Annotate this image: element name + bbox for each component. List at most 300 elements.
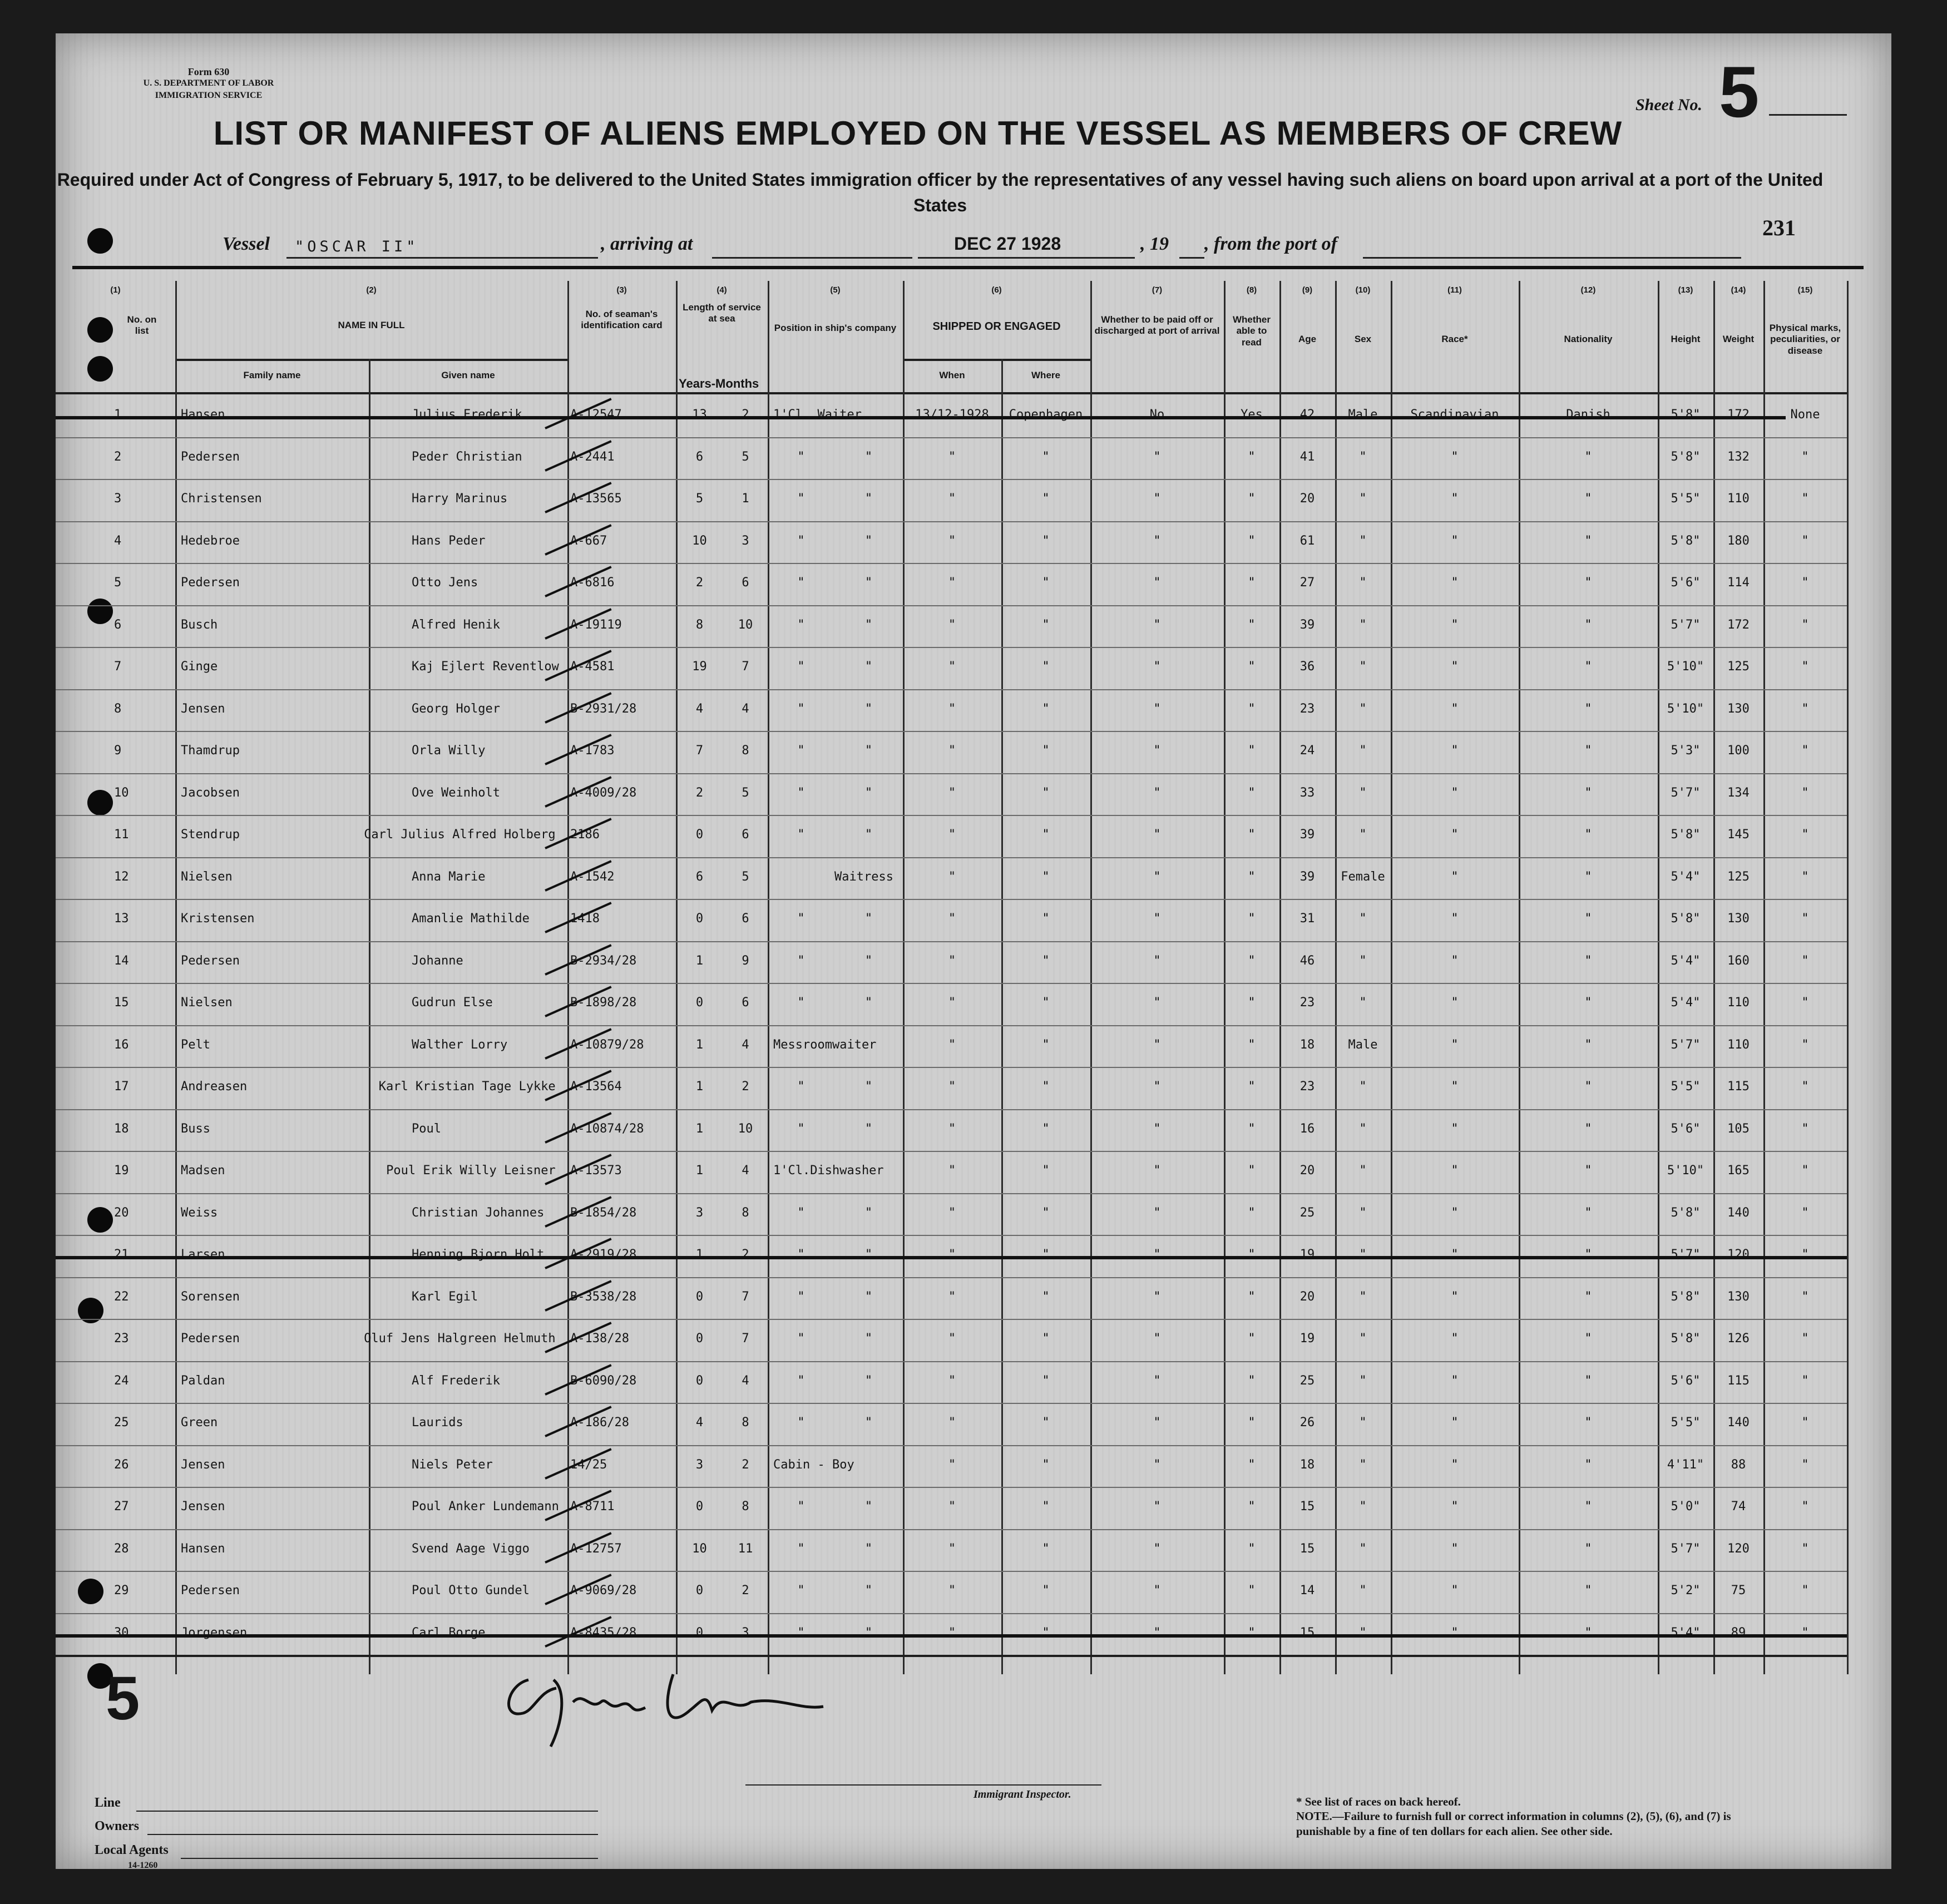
inspector-label: Immigrant Inspector. (974, 1788, 1071, 1801)
arriving-line (712, 257, 912, 259)
service-years: 8 (695, 617, 704, 632)
column-number: (3) (616, 285, 627, 295)
given-name: Henning Bjorn Holt (412, 1248, 545, 1262)
family-name: Buss (181, 1121, 210, 1136)
weight: 140 (1727, 1416, 1750, 1430)
service-years: 0 (695, 1500, 704, 1514)
age: 15 (1299, 1541, 1315, 1556)
column-number: (8) (1246, 285, 1257, 295)
column-rule (1847, 281, 1849, 1674)
marks: None (1790, 408, 1820, 422)
service-years: 4 (695, 701, 704, 716)
where: " (1042, 1584, 1050, 1598)
given-name: Kaj Ejlert Reventlow (412, 660, 559, 674)
when: " (948, 492, 956, 506)
id-card-number: A-13564 (570, 1080, 622, 1094)
age: 46 (1299, 953, 1315, 968)
given-name: Poul Erik Willy Leisner (386, 1164, 556, 1178)
when: " (948, 744, 956, 758)
column-number: (1) (110, 285, 121, 295)
where: " (1042, 1080, 1050, 1094)
position-ditto: " (797, 912, 805, 926)
position-ditto: " (864, 785, 873, 800)
position-ditto: " (797, 617, 805, 632)
position: Messroomwaiter (773, 1037, 877, 1052)
age: 42 (1299, 408, 1315, 422)
position-ditto: " (797, 1625, 805, 1640)
where: " (1042, 785, 1050, 800)
service-years: 10 (692, 1541, 707, 1556)
row-rule (56, 983, 1847, 984)
row-rule (56, 941, 1847, 942)
header-marks: Physical marks, peculiarities, or disease (1769, 323, 1841, 356)
position-ditto: " (864, 533, 873, 548)
age: 31 (1299, 912, 1315, 926)
service-months: 8 (742, 1416, 749, 1430)
able-to-read: " (1248, 996, 1256, 1010)
row-rule (56, 1613, 1847, 1614)
when: " (948, 1164, 956, 1178)
row-number: 11 (114, 828, 129, 842)
from-port-label: , from the port of (1204, 234, 1337, 254)
weight: 132 (1727, 449, 1750, 464)
position-ditto: " (797, 785, 805, 800)
crew-table (56, 281, 1847, 1674)
position-ditto: " (864, 953, 873, 968)
nationality: " (1584, 449, 1592, 464)
weight: 120 (1727, 1248, 1750, 1262)
service-years: 2 (695, 785, 704, 800)
service-years: 3 (695, 1457, 704, 1472)
able-to-read: " (1248, 1332, 1256, 1346)
position-ditto: " (797, 449, 805, 464)
sex: " (1359, 449, 1367, 464)
age: 36 (1299, 660, 1315, 674)
owners-label: Owners (95, 1819, 139, 1833)
service-years: 1 (695, 1037, 704, 1052)
paid-off: " (1153, 1416, 1161, 1430)
age: 15 (1299, 1500, 1315, 1514)
able-to-read: " (1248, 953, 1256, 968)
service-years: 0 (695, 1289, 704, 1304)
marks: " (1801, 1416, 1809, 1430)
column-number: (10) (1355, 285, 1371, 295)
service-years: 1 (695, 953, 704, 968)
service-years: 0 (695, 1332, 704, 1346)
age: 20 (1299, 1289, 1315, 1304)
race: " (1451, 617, 1459, 632)
sex: Male (1348, 408, 1378, 422)
when: " (948, 576, 956, 590)
id-card-number: A-6816 (570, 576, 615, 590)
service-years: 0 (695, 828, 704, 842)
service-months: 10 (738, 617, 753, 632)
paid-off: " (1153, 1457, 1161, 1472)
service-months: 1 (742, 492, 749, 506)
column-number: (5) (830, 285, 841, 295)
height: 5'4" (1671, 869, 1701, 884)
marks: " (1801, 1121, 1809, 1136)
service-years: 10 (692, 533, 707, 548)
able-to-read: " (1248, 1584, 1256, 1598)
race: " (1451, 701, 1459, 716)
id-card-number: A-19119 (570, 617, 622, 632)
race: " (1451, 1164, 1459, 1178)
service-months: 7 (742, 660, 749, 674)
sex: " (1359, 492, 1367, 506)
department-label: U. S. DEPARTMENT OF LABOR (143, 78, 274, 88)
weight: 125 (1727, 869, 1750, 884)
race: Scandinavian (1410, 408, 1499, 422)
paid-off: " (1153, 492, 1161, 506)
row-rule (56, 1571, 1847, 1572)
service-months: 6 (742, 996, 749, 1010)
service-months: 6 (742, 912, 749, 926)
row-number: 19 (114, 1164, 129, 1178)
service-months: 7 (742, 1289, 749, 1304)
marks: " (1801, 1457, 1809, 1472)
sex: " (1359, 1332, 1367, 1346)
paid-off: " (1153, 1248, 1161, 1262)
given-name: Johanne (412, 953, 463, 968)
position: 1'Cl.Dishwasher (773, 1164, 884, 1178)
paid-off: " (1153, 1584, 1161, 1598)
marks: " (1801, 785, 1809, 800)
race: " (1451, 1416, 1459, 1430)
id-card-number: A-10879/28 (570, 1037, 644, 1052)
marks: " (1801, 828, 1809, 842)
position-ditto: " (864, 1080, 873, 1094)
sex: " (1359, 1205, 1367, 1220)
family-name: Sorensen (181, 1289, 240, 1304)
sex: " (1359, 1416, 1367, 1430)
given-name: Laurids (412, 1416, 463, 1430)
given-name: Walther Lorry (412, 1037, 508, 1052)
when: " (948, 869, 956, 884)
where: " (1042, 1457, 1050, 1472)
where: " (1042, 660, 1050, 674)
column-number: (2) (366, 285, 377, 295)
when: " (948, 785, 956, 800)
weight: 75 (1731, 1584, 1746, 1598)
where: " (1042, 1121, 1050, 1136)
weight: 126 (1727, 1332, 1750, 1346)
sheet-number-line (1769, 114, 1847, 116)
strike-through-line (56, 416, 1786, 419)
weight: 130 (1727, 1289, 1750, 1304)
family-name: Larsen (181, 1248, 225, 1262)
where: " (1042, 1248, 1050, 1262)
position-ditto: " (797, 1541, 805, 1556)
where: " (1042, 996, 1050, 1010)
service-years: 3 (695, 1205, 704, 1220)
paid-off: " (1153, 1205, 1161, 1220)
sheet-label: Sheet No. (1635, 96, 1702, 114)
service-months: 4 (742, 1373, 749, 1388)
when: " (948, 1248, 956, 1262)
given-name: Poul Otto Gundel (412, 1584, 530, 1598)
when: " (948, 1205, 956, 1220)
where: " (1042, 1373, 1050, 1388)
row-number: 2 (114, 449, 122, 464)
position-ditto: " (797, 660, 805, 674)
race: " (1451, 744, 1459, 758)
nationality: " (1584, 1625, 1592, 1640)
age: 19 (1299, 1332, 1315, 1346)
header-years-months: Years-Months (679, 377, 759, 390)
sex: " (1359, 1500, 1367, 1514)
row-number: 1 (114, 408, 122, 422)
position-ditto: " (864, 1121, 873, 1136)
service-years: 1 (695, 1248, 704, 1262)
able-to-read: " (1248, 533, 1256, 548)
when: " (948, 1541, 956, 1556)
column-rule (1001, 359, 1003, 1674)
row-rule (56, 1151, 1847, 1152)
marks: " (1801, 869, 1809, 884)
age: 25 (1299, 1373, 1315, 1388)
position-ditto: " (797, 1373, 805, 1388)
marks: " (1801, 996, 1809, 1010)
weight: 130 (1727, 912, 1750, 926)
weight: 105 (1727, 1121, 1750, 1136)
race: " (1451, 1373, 1459, 1388)
row-rule (56, 1529, 1847, 1530)
row-rule (56, 689, 1847, 690)
line-field (136, 1811, 598, 1812)
id-card-number: A-12547 (570, 408, 622, 422)
marks: " (1801, 1500, 1809, 1514)
when: " (948, 1416, 956, 1430)
given-name: Alfred Henik (412, 617, 500, 632)
age: 20 (1299, 492, 1315, 506)
family-name: Busch (181, 617, 218, 632)
header-id-card: No. of seaman's identification card (581, 309, 663, 331)
page-number: 231 (1762, 215, 1796, 240)
age: 14 (1299, 1584, 1315, 1598)
service-months: 2 (742, 1457, 749, 1472)
paid-off: " (1153, 1625, 1161, 1640)
able-to-read: " (1248, 744, 1256, 758)
row-number: 7 (114, 660, 122, 674)
weight: 172 (1727, 617, 1750, 632)
able-to-read: " (1248, 1416, 1256, 1430)
nationality: " (1584, 1500, 1592, 1514)
given-name: Alf Frederik (412, 1373, 500, 1388)
form-id: Form 630 (187, 66, 230, 77)
header-able-read: Whether able to read (1233, 314, 1271, 348)
height: 5'5" (1671, 1416, 1701, 1430)
position-ditto: " (864, 1373, 873, 1388)
sheet-number: 5 (1719, 51, 1760, 132)
id-card-number: A-12757 (570, 1541, 622, 1556)
family-name: Pedersen (181, 576, 240, 590)
able-to-read: " (1248, 1037, 1256, 1052)
row-rule (56, 1487, 1847, 1488)
position-ditto: " (864, 1289, 873, 1304)
weight: 160 (1727, 953, 1750, 968)
given-name: Christian Johannes (412, 1205, 545, 1220)
row-number: 29 (114, 1584, 129, 1598)
position: Cabin - Boy (773, 1457, 854, 1472)
age: 15 (1299, 1625, 1315, 1640)
sex: " (1359, 660, 1367, 674)
id-card-number: A-2919/28 (570, 1248, 637, 1262)
family-name: Green (181, 1416, 218, 1430)
row-number: 14 (114, 953, 129, 968)
paid-off: " (1153, 785, 1161, 800)
id-card-number: A-4581 (570, 660, 615, 674)
height: 5'7" (1671, 1541, 1701, 1556)
table-bottom-rule (56, 1655, 1847, 1657)
marks: " (1801, 660, 1809, 674)
race: " (1451, 1500, 1459, 1514)
height: 5'4" (1671, 1625, 1701, 1640)
when: " (948, 1080, 956, 1094)
position-ditto: " (864, 1248, 873, 1262)
able-to-read: " (1248, 576, 1256, 590)
position-ditto: " (797, 1080, 805, 1094)
when: " (948, 828, 956, 842)
paid-off: " (1153, 701, 1161, 716)
nationality: " (1584, 869, 1592, 884)
nationality: " (1584, 1541, 1592, 1556)
given-name: Oluf Jens Halgreen Helmuth (364, 1332, 556, 1346)
sex: " (1359, 576, 1367, 590)
nationality: " (1584, 744, 1592, 758)
sex: Female (1341, 869, 1385, 884)
id-card-number: B-2934/28 (570, 953, 637, 968)
header-shipped: SHIPPED OR ENGAGED (932, 320, 1061, 333)
row-number: 20 (114, 1205, 129, 1220)
column-rule (567, 281, 569, 1674)
position-ditto: " (864, 660, 873, 674)
row-rule (56, 1025, 1847, 1026)
from-port-line (1363, 257, 1741, 259)
position-ditto: " (797, 1121, 805, 1136)
sex: " (1359, 828, 1367, 842)
paid-off: " (1153, 660, 1161, 674)
id-card-number: B-3538/28 (570, 1289, 637, 1304)
race: " (1451, 1080, 1459, 1094)
able-to-read: " (1248, 449, 1256, 464)
service-years: 1 (695, 1121, 704, 1136)
race: " (1451, 1289, 1459, 1304)
sex: " (1359, 1457, 1367, 1472)
marks: " (1801, 1205, 1809, 1220)
service-months: 4 (742, 701, 749, 716)
column-number: (13) (1678, 285, 1693, 295)
given-name: Amanlie Mathilde (412, 912, 530, 926)
able-to-read: " (1248, 785, 1256, 800)
paid-off: " (1153, 1121, 1161, 1136)
service-years: 0 (695, 1625, 704, 1640)
position-ditto: " (797, 492, 805, 506)
nationality: " (1584, 492, 1592, 506)
age: 61 (1299, 533, 1315, 548)
family-name: Pedersen (181, 1584, 240, 1598)
race: " (1451, 660, 1459, 674)
able-to-read: " (1248, 1289, 1256, 1304)
row-rule (56, 1319, 1847, 1320)
row-rule (56, 479, 1847, 480)
sex: " (1359, 1080, 1367, 1094)
marks: " (1801, 492, 1809, 506)
row-rule (56, 437, 1847, 438)
marks: " (1801, 1080, 1809, 1094)
family-name: Weiss (181, 1205, 218, 1220)
paid-off: " (1153, 1373, 1161, 1388)
weight: 74 (1731, 1500, 1746, 1514)
row-number: 16 (114, 1037, 129, 1052)
id-card-number: A-13573 (570, 1164, 622, 1178)
height: 5'10" (1667, 1164, 1704, 1178)
position-ditto: " (864, 701, 873, 716)
signature (490, 1658, 846, 1758)
service-months: 8 (742, 744, 749, 758)
when: " (948, 996, 956, 1010)
row-rule (56, 1445, 1847, 1446)
nationality: " (1584, 1457, 1592, 1472)
nationality: " (1584, 953, 1592, 968)
able-to-read: " (1248, 660, 1256, 674)
race: " (1451, 492, 1459, 506)
position-ditto: " (797, 533, 805, 548)
id-card-number: A-186/28 (570, 1416, 629, 1430)
paid-off: " (1153, 912, 1161, 926)
able-to-read: " (1248, 1373, 1256, 1388)
nationality: " (1584, 1416, 1592, 1430)
nationality: " (1584, 1164, 1592, 1178)
position-ditto: " (864, 996, 873, 1010)
header-height: Height (1671, 334, 1701, 344)
able-to-read: " (1248, 1457, 1256, 1472)
age: 24 (1299, 744, 1315, 758)
id-card-number: A-138/28 (570, 1332, 629, 1346)
position-ditto: " (797, 1332, 805, 1346)
sex: " (1359, 1541, 1367, 1556)
row-number: 5 (114, 576, 122, 590)
vessel-name: "OSCAR II" (295, 238, 419, 255)
row-rule (56, 815, 1847, 816)
given-name: Hans Peder (412, 533, 486, 548)
service-years: 4 (695, 1416, 704, 1430)
sex: " (1359, 1164, 1367, 1178)
age: 25 (1299, 1205, 1315, 1220)
position-ditto: " (864, 1625, 873, 1640)
nationality: " (1584, 1121, 1592, 1136)
age: 18 (1299, 1457, 1315, 1472)
service-years: 13 (692, 408, 707, 422)
height: 5'2" (1671, 1584, 1701, 1598)
able-to-read: " (1248, 492, 1256, 506)
service-years: 2 (695, 576, 704, 590)
weight: 125 (1727, 660, 1750, 674)
service-months: 7 (742, 1332, 749, 1346)
row-number: 17 (114, 1080, 129, 1094)
race: " (1451, 1121, 1459, 1136)
column-number: (7) (1152, 285, 1163, 295)
height: 5'8" (1671, 408, 1701, 422)
page-subtitle: Required under Act of Congress of February 5, 1917, to be delivered to the United States immigration officer by the representatives of any vessel having such aliens on board upon arrival at a port of the United States (57, 170, 1824, 216)
marks: " (1801, 1541, 1809, 1556)
marks: " (1801, 1037, 1809, 1052)
age: 23 (1299, 1080, 1315, 1094)
family-name: Jorgensen (181, 1625, 248, 1640)
race: " (1451, 1037, 1459, 1052)
height: 5'4" (1671, 953, 1701, 968)
when: " (948, 1625, 956, 1640)
